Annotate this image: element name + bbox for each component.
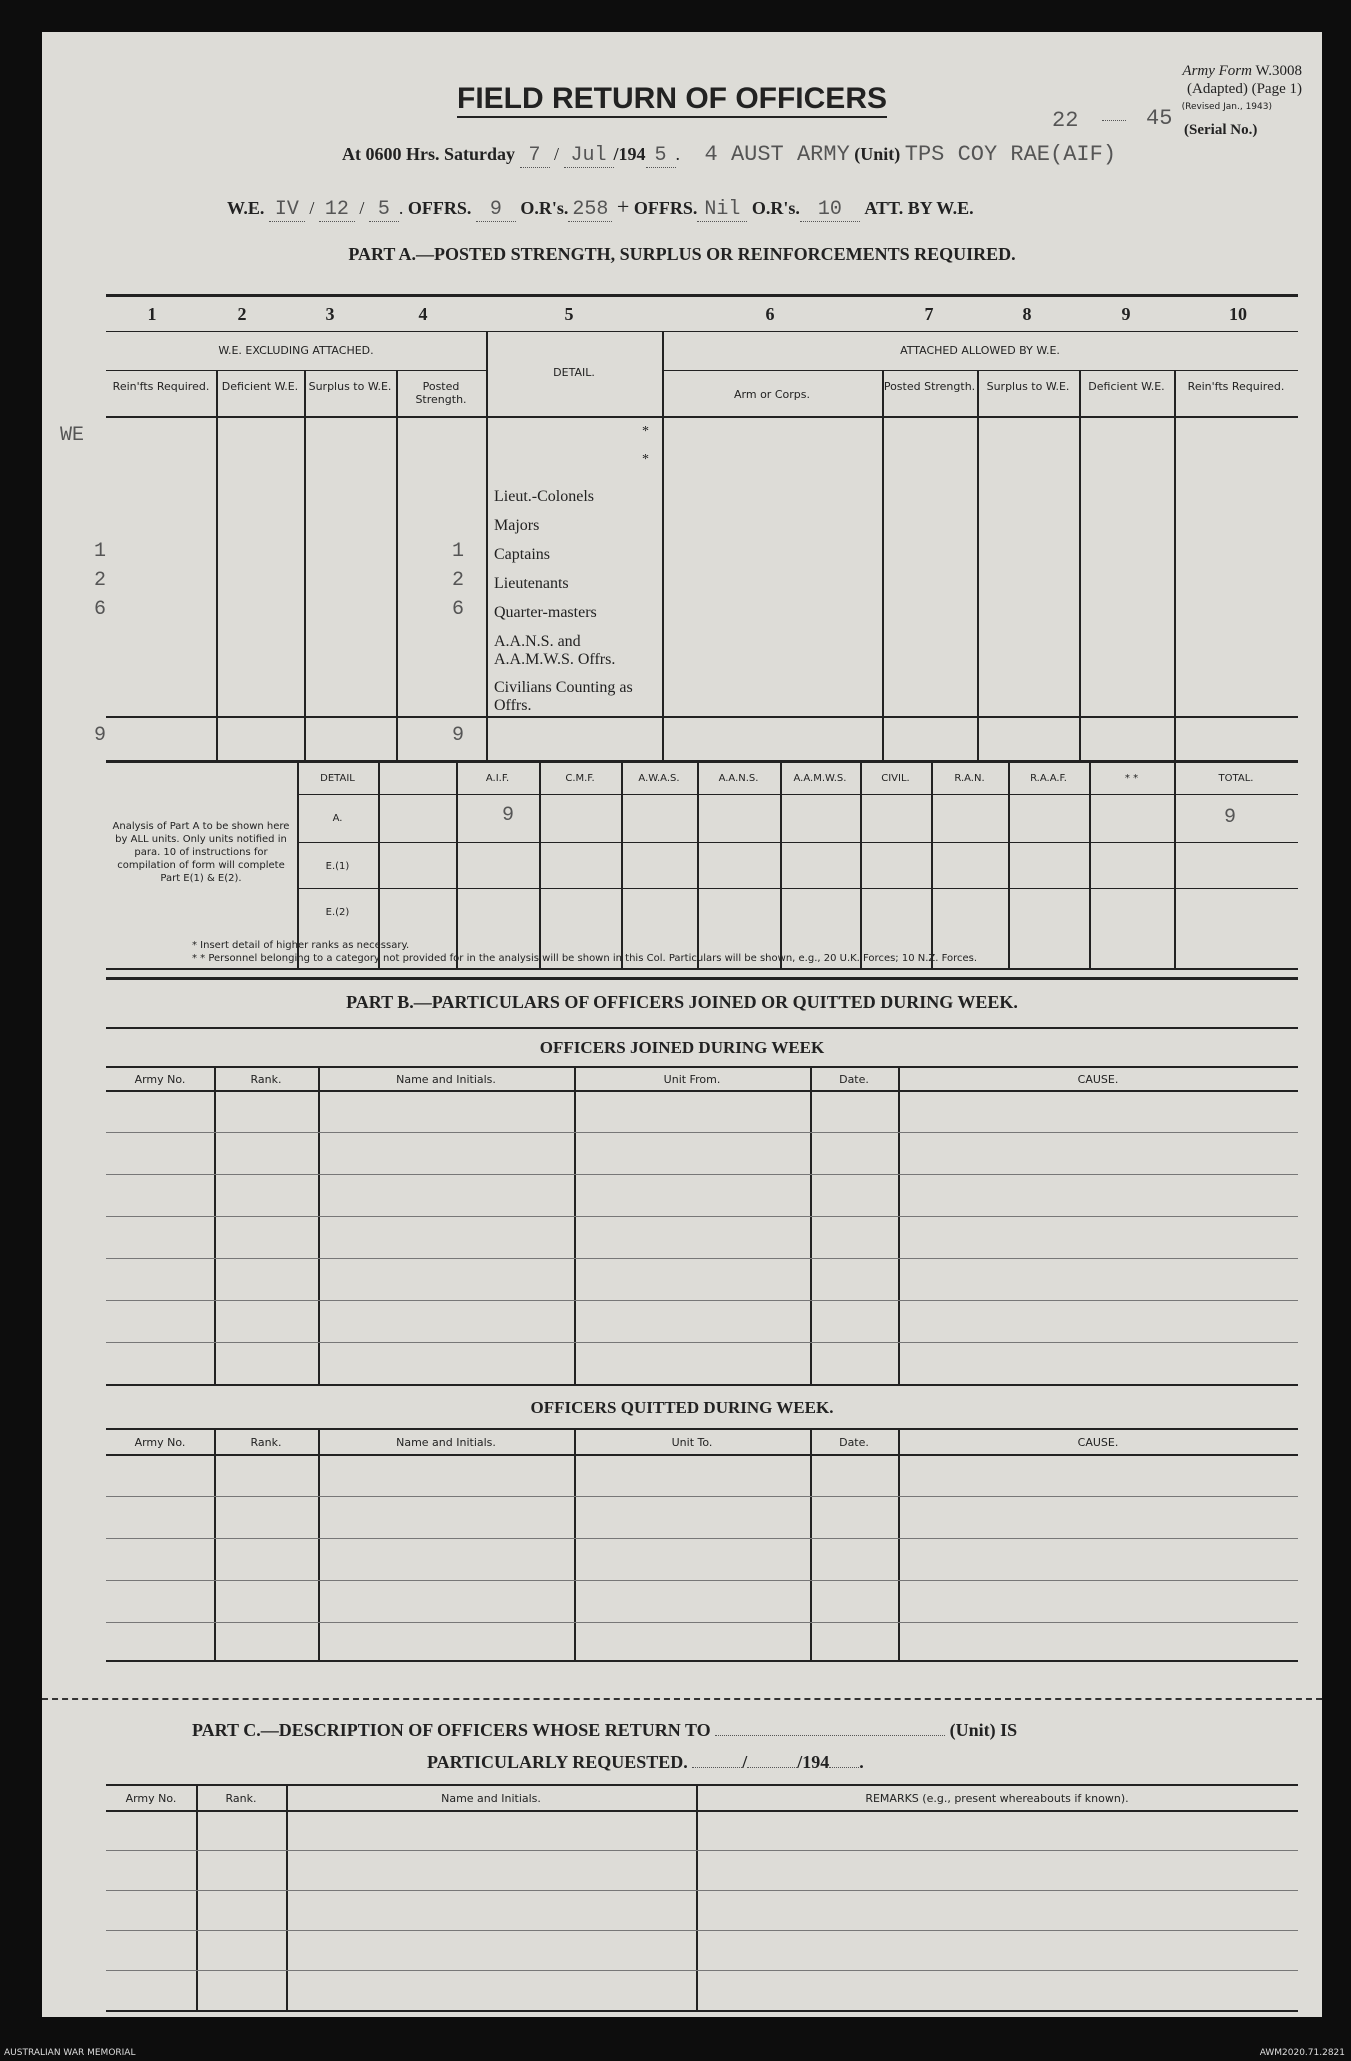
analysis-head-aif: A.I.F.	[485, 773, 510, 784]
adapted-label: (Adapted) (Page 1)	[1187, 81, 1302, 97]
part-b-top-rule	[106, 977, 1298, 980]
part-a-sub-rule-right	[662, 370, 1298, 371]
vline	[574, 1067, 576, 1385]
joined-row-line	[106, 1174, 1298, 1175]
col4-values	[452, 537, 464, 624]
quitted-head-name: Name and Initials.	[396, 1436, 496, 1449]
analysis-total-a: 9	[1224, 806, 1237, 829]
joined-head-unitfrom: Unit From.	[663, 1073, 721, 1086]
col-number-10: 10	[1229, 304, 1247, 324]
joined-head-rank: Rank.	[250, 1073, 282, 1086]
analysis-row-rule	[297, 888, 1298, 889]
serial-slash-line	[1102, 120, 1126, 121]
part-c-head-remarks: REMARKS (e.g., present whereabouts if known).	[865, 1792, 1129, 1805]
army-form-label: Army Form	[1182, 63, 1252, 79]
year-suffix: 5	[646, 144, 676, 168]
col-number-8: 8	[1022, 304, 1032, 324]
unit-typed: 4 AUST ARMY	[704, 142, 850, 167]
vline	[898, 1429, 900, 1661]
joined-head-bottom	[106, 1090, 1298, 1092]
quitted-title: OFFICERS QUITTED DURING WEEK.	[530, 1398, 834, 1417]
we-value-2: 12	[319, 198, 355, 222]
quitted-row-line	[106, 1622, 1298, 1623]
archive-footer	[0, 2046, 1351, 2061]
header-line-1: At 0600 Hrs. Saturday 7 / Jul /194 5 . 4 AUST ARMY (Unit) TPS COY RAE(AIF)	[342, 142, 1117, 167]
revised-label: (Revised Jan., 1943)	[1181, 102, 1272, 112]
col1-lieutenants: 6	[94, 598, 107, 621]
vline	[882, 371, 884, 761]
att-label: ATT. BY W.E.	[864, 198, 974, 218]
joined-row-line	[106, 1300, 1298, 1301]
total-col4: 9	[452, 724, 465, 747]
part-a-num-rule	[106, 331, 1298, 332]
joined-row-line	[106, 1342, 1298, 1343]
col1-captains: 2	[94, 569, 107, 592]
part-c-title: PART C.—DESCRIPTION OF OFFICERS WHOSE RETURN TO	[192, 1720, 711, 1740]
unit-label: (Unit)	[854, 144, 901, 164]
part-b-title: PART B.—PARTICULARS OF OFFICERS JOINED OR QUITTED DURING WEEK.	[346, 992, 1018, 1012]
part-c-row-line	[106, 1930, 1298, 1931]
col1-majors: 1	[94, 540, 107, 563]
footnote-2: * * Personnel belonging to a category not provided for in the analysis will be shown in this Col. Particulars will be shown, e.g., 20 U.K. Forces; 10 N.Z. Forces.	[192, 953, 978, 964]
vline	[318, 1067, 320, 1385]
serial-right: 45	[1146, 106, 1173, 131]
joined-bottom-rule	[106, 1384, 1298, 1386]
rank-civilians: Civilians Counting as Offrs.	[494, 679, 633, 714]
rank-majors: Majors	[494, 517, 540, 534]
vline	[318, 1429, 320, 1661]
at-label: At 0600 Hrs. Saturday	[342, 144, 516, 164]
part-a-title: PART A.—POSTED STRENGTH, SURPLUS OR REINFORCEMENTS REQUIRED.	[348, 244, 1016, 264]
vline	[396, 371, 398, 761]
joined-title: OFFICERS JOINED DURING WEEK	[539, 1038, 825, 1057]
part-c-requested: PARTICULARLY REQUESTED.	[427, 1752, 688, 1772]
part-a-header-rule	[106, 416, 1298, 418]
col1-values	[94, 537, 106, 624]
serial-left: 22	[1052, 108, 1079, 133]
vline	[196, 1785, 198, 2011]
plus-sign: +	[616, 194, 630, 219]
star-marker-1: *	[642, 424, 649, 439]
col-number-1: 1	[147, 304, 157, 324]
analysis-aif-a: 9	[502, 804, 515, 827]
vline	[898, 1067, 900, 1385]
analysis-bottom-rule	[106, 968, 1298, 970]
subhead-reinfts: Rein'fts Required.	[112, 380, 210, 393]
serial-label: (Serial No.)	[1184, 122, 1258, 138]
we-label: W.E.	[227, 198, 265, 218]
analysis-head-total: TOTAL.	[1218, 773, 1254, 784]
perforation-line	[42, 1698, 1322, 1700]
subhead-arm-corps: Arm or Corps.	[734, 388, 810, 401]
offrs-value: 9	[476, 198, 516, 222]
subhead-deficient: Deficient W.E.	[221, 380, 299, 393]
footnote-1: * Insert detail of higher ranks as necessary.	[192, 940, 410, 951]
col-number-2: 2	[237, 304, 247, 324]
vline	[486, 331, 488, 761]
analysis-row-e2: E.(2)	[325, 907, 350, 918]
ors2-value: 10	[800, 198, 860, 222]
col-number-3: 3	[325, 304, 335, 324]
month-value: Jul	[564, 144, 614, 168]
form-page	[42, 32, 1322, 2017]
day-value: 7	[520, 144, 550, 168]
vline	[214, 1067, 216, 1385]
analysis-head-cmf: C.M.F.	[565, 773, 595, 784]
col4-majors: 1	[452, 540, 465, 563]
total-col1: 9	[94, 724, 107, 747]
joined-head-name: Name and Initials.	[396, 1073, 496, 1086]
joined-head-date: Date.	[839, 1073, 869, 1086]
vline	[977, 371, 979, 761]
we-value-3: 5	[369, 198, 399, 222]
part-c-row-line	[106, 1970, 1298, 1971]
year-prefix: /194	[613, 144, 646, 164]
header-line-2: W.E. IV / 12 / 5 . OFFRS. 9 O.R's. 258 + OFFRS. Nil O.R's. 10 ATT. BY W.E.	[227, 194, 974, 221]
vline	[304, 371, 306, 761]
part-a-sub-rule-left	[106, 370, 486, 371]
col4-lieutenants: 6	[452, 598, 465, 621]
quitted-row-line	[106, 1580, 1298, 1581]
part-c-head-armyno: Army No.	[125, 1792, 177, 1805]
we-value-1: IV	[269, 198, 305, 222]
ors2-label: O.R's.	[751, 198, 800, 218]
col-number-9: 9	[1121, 304, 1131, 324]
analysis-head-rule	[297, 794, 1298, 795]
col-number-4: 4	[418, 304, 428, 324]
rank-lieut-colonels: Lieut.-Colonels	[494, 488, 594, 505]
joined-row-line	[106, 1258, 1298, 1259]
subhead-deficient-att: Deficient W.E.	[1088, 380, 1165, 393]
form-number: W.3008	[1255, 63, 1302, 79]
quitted-head-rank: Rank.	[250, 1436, 282, 1449]
unit-typed-2: TPS COY RAE(AIF)	[904, 142, 1117, 167]
analysis-head-ran: R.A.N.	[954, 773, 985, 784]
analysis-head-aans: A.A.N.S.	[718, 773, 759, 784]
joined-head-top	[106, 1066, 1298, 1068]
subhead-posted-att: Posted Strength.	[883, 380, 976, 393]
footer-left: AUSTRALIAN WAR MEMORIAL	[4, 2048, 136, 2058]
col4-captains: 2	[452, 569, 465, 592]
quitted-head-cause: CAUSE.	[1077, 1436, 1119, 1449]
analysis-row-rule	[297, 842, 1298, 843]
subhead-posted: Posted Strength.	[415, 380, 467, 406]
col-number-6: 6	[765, 304, 775, 324]
analysis-head-civil: CIVIL.	[881, 773, 910, 784]
quitted-head-armyno: Army No.	[134, 1436, 186, 1449]
vline	[810, 1429, 812, 1661]
vline	[214, 1429, 216, 1661]
ors-label: O.R's.	[520, 198, 569, 218]
joined-head-cause: CAUSE.	[1077, 1073, 1119, 1086]
part-c-line-2: PARTICULARLY REQUESTED. / /194 .	[427, 1752, 864, 1772]
part-a-bottom-rule	[106, 760, 1298, 763]
part-a-top-rule	[106, 294, 1298, 297]
analysis-head-detail: DETAIL	[320, 773, 355, 784]
vline	[286, 1785, 288, 2011]
part-c-line-1	[192, 1720, 1017, 1741]
subhead-surplus-att: Surplus to W.E.	[986, 380, 1070, 393]
quitted-head-date: Date.	[839, 1436, 869, 1449]
ors-value: 258	[568, 198, 612, 222]
form-number-block	[1082, 62, 1302, 116]
analysis-head-raaf: R.A.A.F.	[1030, 773, 1067, 784]
quitted-row-line	[106, 1496, 1298, 1497]
attached-header: ATTACHED ALLOWED BY W.E.	[900, 344, 1060, 357]
vline	[1174, 371, 1176, 761]
quitted-head-unitto: Unit To.	[671, 1436, 713, 1449]
we-margin-mark: WE	[60, 424, 85, 447]
part-c-head-top	[106, 1784, 1298, 1786]
col-number-7: 7	[924, 304, 934, 324]
col-number-5: 5	[564, 304, 574, 324]
footer-right: AWM2020.71.2821	[1259, 2048, 1345, 2058]
part-c-year: /194	[797, 1752, 830, 1772]
offrs2-label: OFFRS.	[633, 198, 698, 218]
analysis-row-a: A.	[332, 813, 343, 824]
rank-lieutenants: Lieutenants	[494, 575, 569, 592]
quitted-head-bottom	[106, 1454, 1298, 1456]
vline	[696, 1785, 698, 2011]
rank-quartermasters: Quarter-masters	[494, 604, 597, 621]
offrs-label: OFFRS.	[407, 198, 472, 218]
part-c-row-line	[106, 1890, 1298, 1891]
vline	[1079, 371, 1081, 761]
analysis-row-e1: E.(1)	[325, 861, 350, 872]
part-c-head-name: Name and Initials.	[441, 1792, 541, 1805]
quitted-row-line	[106, 1538, 1298, 1539]
part-b-title-rule	[106, 1027, 1298, 1029]
part-c-bottom-rule	[106, 2010, 1298, 2012]
joined-head-armyno: Army No.	[134, 1073, 186, 1086]
joined-row-line	[106, 1216, 1298, 1217]
joined-row-line	[106, 1132, 1298, 1133]
we-excluding-header: W.E. EXCLUDING ATTACHED.	[218, 344, 374, 357]
vline	[574, 1429, 576, 1661]
part-c-head-bottom	[106, 1810, 1298, 1812]
part-c-head-rank: Rank.	[225, 1792, 257, 1805]
analysis-head-aamws: A.A.M.W.S.	[793, 773, 847, 784]
vline	[810, 1067, 812, 1385]
part-c-row-line	[106, 1850, 1298, 1851]
part-c-slash: /	[742, 1752, 748, 1772]
rank-captains: Captains	[494, 546, 550, 563]
analysis-note: Analysis of Part A to be shown here by ALL units. Only units notified in para. 10 of instructions for compilation of form will complete Part E(1) & E(2).	[112, 821, 290, 884]
analysis-head-other: * *	[1124, 773, 1139, 784]
vline	[216, 371, 218, 761]
ranks-list	[494, 482, 664, 715]
page-title: FIELD RETURN OF OFFICERS	[457, 82, 887, 118]
subhead-reinfts-att: Rein'fts Required.	[1187, 380, 1285, 393]
detail-header: DETAIL.	[553, 366, 595, 379]
subhead-surplus: Surplus to W.E.	[308, 380, 392, 393]
part-c-unit-is: (Unit) IS	[949, 1720, 1018, 1740]
quitted-head-top	[106, 1428, 1298, 1430]
part-a-total-rule	[106, 716, 1298, 718]
analysis-head-awas: A.W.A.S.	[638, 773, 680, 784]
quitted-bottom-rule	[106, 1660, 1298, 1662]
rank-aans: A.A.N.S. and A.A.M.W.S. Offrs.	[494, 633, 616, 668]
star-marker-2: *	[642, 452, 649, 467]
offrs2-value: Nil	[697, 198, 747, 222]
